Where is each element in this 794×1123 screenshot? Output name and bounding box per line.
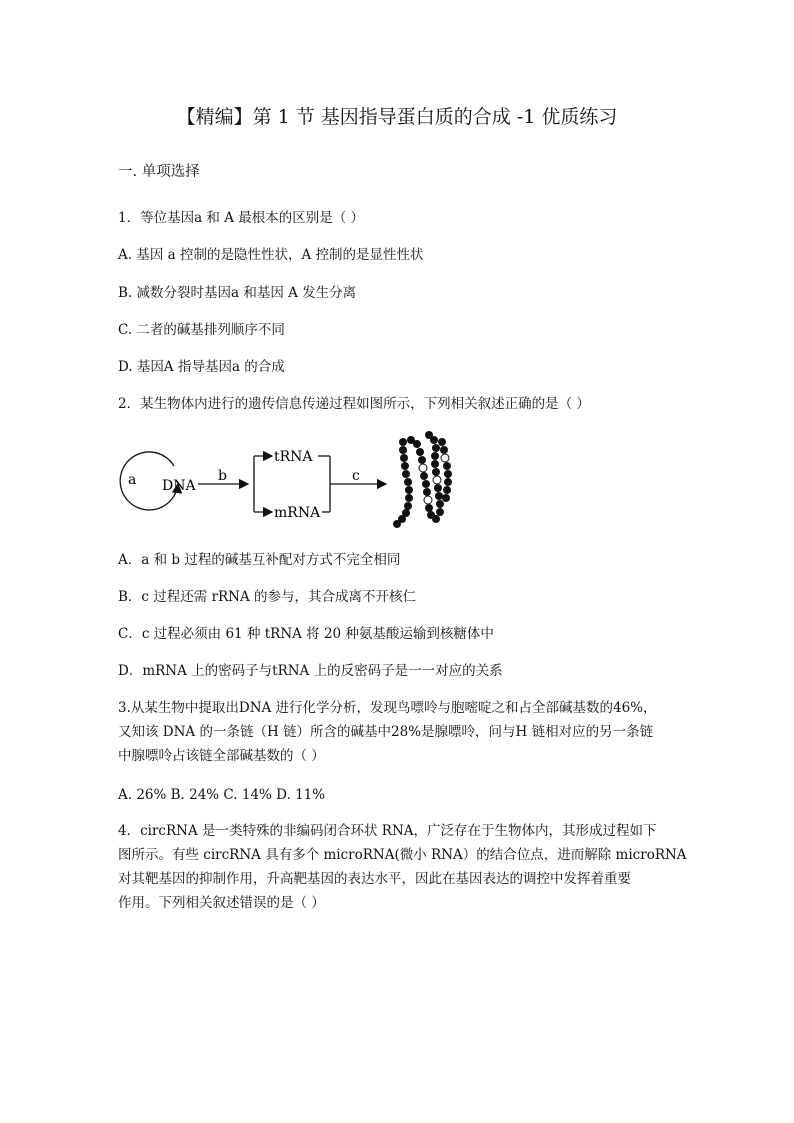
question-4-stem-line-4: 作用。下列相关叙述错误的是（ ） — [118, 895, 325, 911]
question-2-option-a[interactable]: A．a 和 b 过程的碱基互补配对方式不完全相同 — [118, 552, 401, 568]
question-1-stem: 1．等位基因a 和 A 最根本的区别是（ ） — [118, 210, 365, 226]
section-heading: 一. 单项选择 — [118, 164, 200, 180]
label-b: b — [218, 468, 227, 484]
question-1-option-b[interactable]: B. 减数分裂时基因a 和基因 A 发生分离 — [118, 285, 357, 301]
label-dna: DNA — [162, 478, 196, 494]
question-1-option-c[interactable]: C. 二者的碱基排列顺序不同 — [118, 322, 285, 338]
question-3-stem-line-1: 3.从某生物中提取出DNA 进行化学分析，发现鸟嘌呤与胞嘧啶之和占全部碱基数的46%， — [118, 700, 657, 716]
label-a: a — [128, 472, 137, 488]
polypeptide-chain — [393, 431, 452, 528]
question-2-stem: 2．某生物体内进行的遗传信息传递过程如图所示，下列相关叙述正确的是（ ） — [118, 396, 590, 412]
question-4-stem-line-1: 4．circRNA 是一类特殊的非编码闭合环状 RNA，广泛存在于生物体内，其形成过程如下 — [118, 823, 657, 839]
question-3-options[interactable]: A. 26% B. 24% C. 14% D. 11% — [118, 787, 326, 803]
label-c: c — [352, 468, 360, 484]
question-2-option-b[interactable]: B．c 过程还需 rRNA 的参与，其合成离不开核仁 — [118, 589, 417, 605]
label-trna: tRNA — [274, 449, 313, 465]
question-1-option-d[interactable]: D. 基因A 指导基因a 的合成 — [118, 359, 285, 375]
question-3-stem-line-3: 中腺嘌呤占该链全部碱基数的（ ） — [118, 748, 325, 764]
question-4-stem-line-3: 对其靶基因的抑制作用，升高靶基因的表达水平，因此在基因表达的调控中发挥着重要 — [118, 871, 631, 887]
gene-expression-diagram — [118, 428, 458, 536]
question-2-option-d[interactable]: D．mRNA 上的密码子与tRNA 上的反密码子是一一对应的关系 — [118, 663, 503, 679]
page-title: 【精编】第 1 节 基因指导蛋白质的合成 -1 优质练习 — [176, 106, 618, 128]
question-4-stem-line-2: 图所示。有些 circRNA 具有多个 microRNA(微小 RNA）的结合位点，进而解除 microRNA — [118, 847, 687, 863]
question-3-stem-line-2: 又知该 DNA 的一条链（H 链）所含的碱基中28%是腺嘌呤，问与H 链相对应的另一条链 — [118, 724, 654, 740]
label-mrna: mRNA — [274, 505, 321, 521]
question-1-option-a[interactable]: A. 基因 a 控制的是隐性性状，A 控制的是显性性状 — [118, 247, 424, 263]
question-2-option-c[interactable]: C．c 过程必须由 61 种 tRNA 将 20 种氨基酸运输到核糖体中 — [118, 626, 494, 642]
